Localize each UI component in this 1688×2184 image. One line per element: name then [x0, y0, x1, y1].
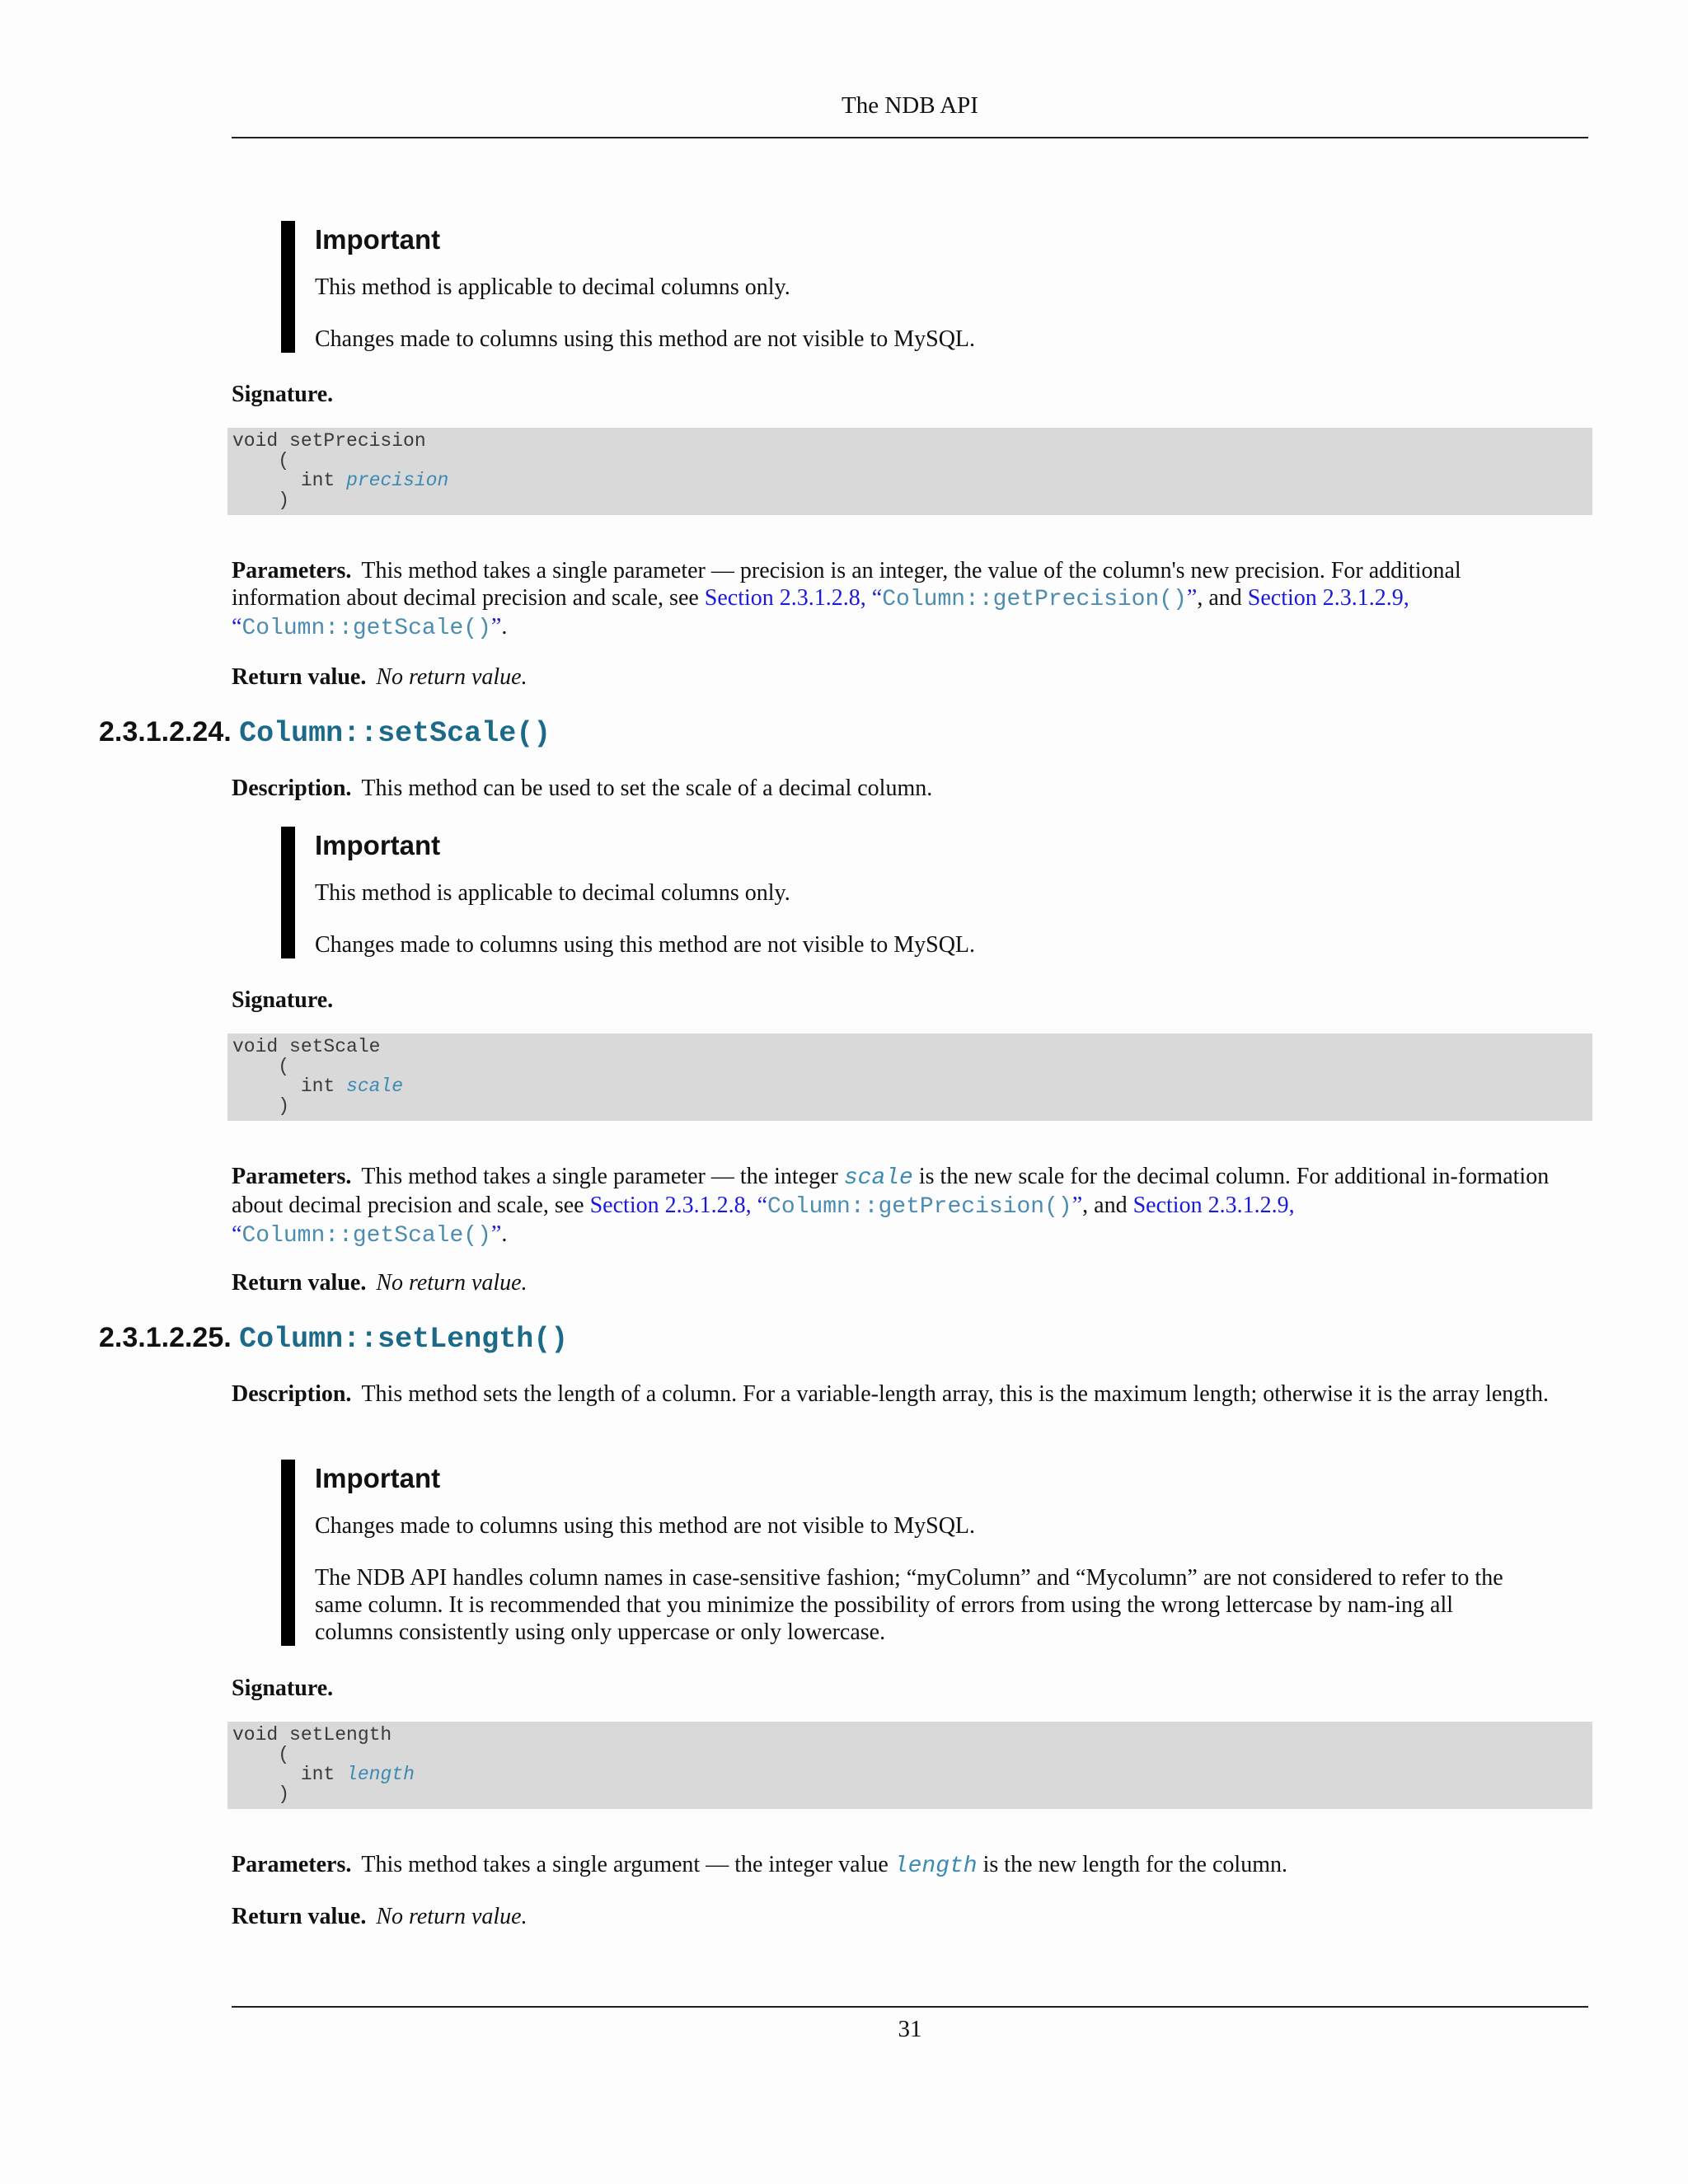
code-param: length: [346, 1764, 415, 1785]
parameters-label: Parameters.: [232, 1164, 352, 1189]
code-open-paren: (: [278, 450, 290, 471]
section-link[interactable]: Section 2.3.1.2.9,: [1247, 585, 1409, 611]
section-heading-setscale: [99, 715, 551, 750]
header-divider: [232, 137, 1588, 138]
code-block-setprecision: [227, 428, 1592, 515]
section-number: 2.3.1.2.25.: [99, 1322, 232, 1353]
code-param: precision: [346, 470, 449, 491]
code-close-paren: ): [278, 490, 290, 511]
return-value-text: No return value.: [376, 1270, 528, 1296]
code-type: int: [300, 1764, 335, 1785]
important-note-setlength: [281, 1460, 1535, 1646]
section-link[interactable]: Section 2.3.1.2.8,: [704, 585, 866, 611]
code-type: int: [300, 470, 335, 491]
note-line: Changes made to columns using this method are not visible to MySQL.: [315, 932, 976, 958]
function-ref: Column::getScale(): [241, 616, 491, 641]
code-line: void setLength: [232, 1724, 392, 1746]
description-label: Description.: [232, 776, 352, 801]
note-line: Changes made to columns using this method are not visible to MySQL.: [315, 326, 976, 352]
return-value-paragraph: [232, 663, 1571, 691]
parameters-label: Parameters.: [232, 1852, 352, 1877]
parameters-label: Parameters.: [232, 558, 352, 583]
function-ref: Column::getPrecision(): [767, 1194, 1072, 1220]
signature-label: Signature.: [232, 987, 334, 1013]
note-title: Important: [315, 1463, 441, 1493]
description-label: Description.: [232, 1381, 352, 1407]
section-function-name: Column::setLength(): [239, 1323, 569, 1356]
code-type: int: [300, 1076, 335, 1097]
section-ref-link[interactable]: “Column::getPrecision()”: [757, 1193, 1083, 1220]
section-number: 2.3.1.2.24.: [99, 716, 232, 748]
section-link[interactable]: Section 2.3.1.2.9,: [1132, 1193, 1295, 1218]
parameters-text: This method takes a single parameter — the integer: [361, 1164, 844, 1189]
code-open-paren: (: [278, 1744, 290, 1765]
page-number: 31: [898, 2016, 922, 2042]
important-note-precision: [281, 221, 1535, 353]
return-value-text: No return value.: [376, 664, 528, 690]
description-paragraph-setlength: [232, 1380, 1571, 1408]
inline-param: scale: [843, 1165, 913, 1191]
parameters-text: This method takes a single argument — the integer value: [361, 1852, 894, 1877]
description-text: This method sets the length of a column. For a variable-length array, this is the maximum length; otherwise it is the array length.: [361, 1381, 1550, 1407]
section-function-name: Column::setScale(): [239, 717, 551, 750]
code-block-setscale: [227, 1033, 1592, 1121]
code-line: void setPrecision: [232, 430, 426, 452]
code-close-paren: ): [278, 1095, 290, 1117]
signature-label: Signature.: [232, 382, 334, 407]
note-line: The NDB API handles column names in case-sensitive fashion; “myColumn” and “Mycolumn” are not considered to refer to the same column. It is recommended that you minimize the possibility of errors from using the wrong lettercase by nam-ing all columns consistently using only uppercase or only lowercase.: [315, 1565, 1503, 1645]
return-value-paragraph: [232, 1903, 1571, 1930]
return-value-label: Return value.: [232, 1904, 367, 1929]
note-line: This method is applicable to decimal columns only.: [315, 274, 790, 300]
parameters-text: is the new scale for the decimal column. For additional in-formation about decimal precision and scale, see: [232, 1164, 1550, 1218]
function-ref: Column::getPrecision(): [882, 587, 1187, 612]
description-paragraph-setscale: [232, 775, 1571, 802]
section-ref-link[interactable]: “Column::getScale()”: [232, 1221, 502, 1249]
code-close-paren: ): [278, 1783, 290, 1805]
note-title: Important: [315, 830, 441, 860]
inline-param: length: [893, 1854, 978, 1879]
code-block-setlength: [227, 1722, 1592, 1809]
signature-label: Signature.: [232, 1675, 334, 1701]
section-link[interactable]: Section 2.3.1.2.8,: [589, 1193, 752, 1218]
code-param: scale: [346, 1076, 404, 1097]
return-value-label: Return value.: [232, 664, 367, 690]
return-value-label: Return value.: [232, 1270, 367, 1296]
note-title: Important: [315, 224, 441, 255]
section-heading-setlength: [99, 1321, 568, 1356]
section-ref-link[interactable]: “Column::getPrecision()”: [871, 585, 1198, 612]
code-open-paren: (: [278, 1056, 290, 1077]
parameters-text: is the new length for the column.: [977, 1852, 1287, 1877]
note-bar: [281, 1460, 295, 1646]
important-note-setscale: [281, 827, 1535, 958]
function-ref: Column::getScale(): [241, 1223, 491, 1249]
section-ref-link[interactable]: “Column::getScale()”: [232, 614, 502, 641]
note-bar: [281, 221, 295, 353]
description-text: This method can be used to set the scale of a decimal column.: [361, 776, 933, 801]
parameters-paragraph-setlength: [232, 1851, 1571, 1880]
parameters-text: This method takes a single parameter — precision is an integer, the value of the column's new precision. For additional information about decimal precision and scale, see: [232, 558, 1461, 611]
parameters-paragraph-precision: Parameters. This method takes a single parameter — precision is an integer, the value of the column's new precision. For additional information about decimal precision and scale, see Section 2.3.1.2.8, “Column::getPrecision()”, and Section 2.3.1.2.9, “Column::getScale()”.: [232, 558, 1461, 641]
footer-divider: [232, 2006, 1588, 2008]
parameters-text-and: , and: [1197, 585, 1248, 611]
note-bar: [281, 827, 295, 958]
return-value-text: No return value.: [376, 1904, 528, 1929]
code-line: void setScale: [232, 1036, 381, 1057]
note-line: This method is applicable to decimal columns only.: [315, 880, 790, 906]
page-header-title: The NDB API: [842, 92, 978, 119]
note-line: Changes made to columns using this method are not visible to MySQL.: [315, 1513, 976, 1539]
parameters-text-and: , and: [1082, 1193, 1133, 1218]
parameters-paragraph-setscale: Parameters. This method takes a single parameter — the integer scale is the new scale for the decimal column. For additional in-formation about decimal precision and scale, see Section 2.3.1.2.8, “Column::getPrecision()”, and Section 2.3.1.2.9, “Column::getScale()”.: [232, 1164, 1550, 1249]
return-value-paragraph: [232, 1269, 1571, 1296]
